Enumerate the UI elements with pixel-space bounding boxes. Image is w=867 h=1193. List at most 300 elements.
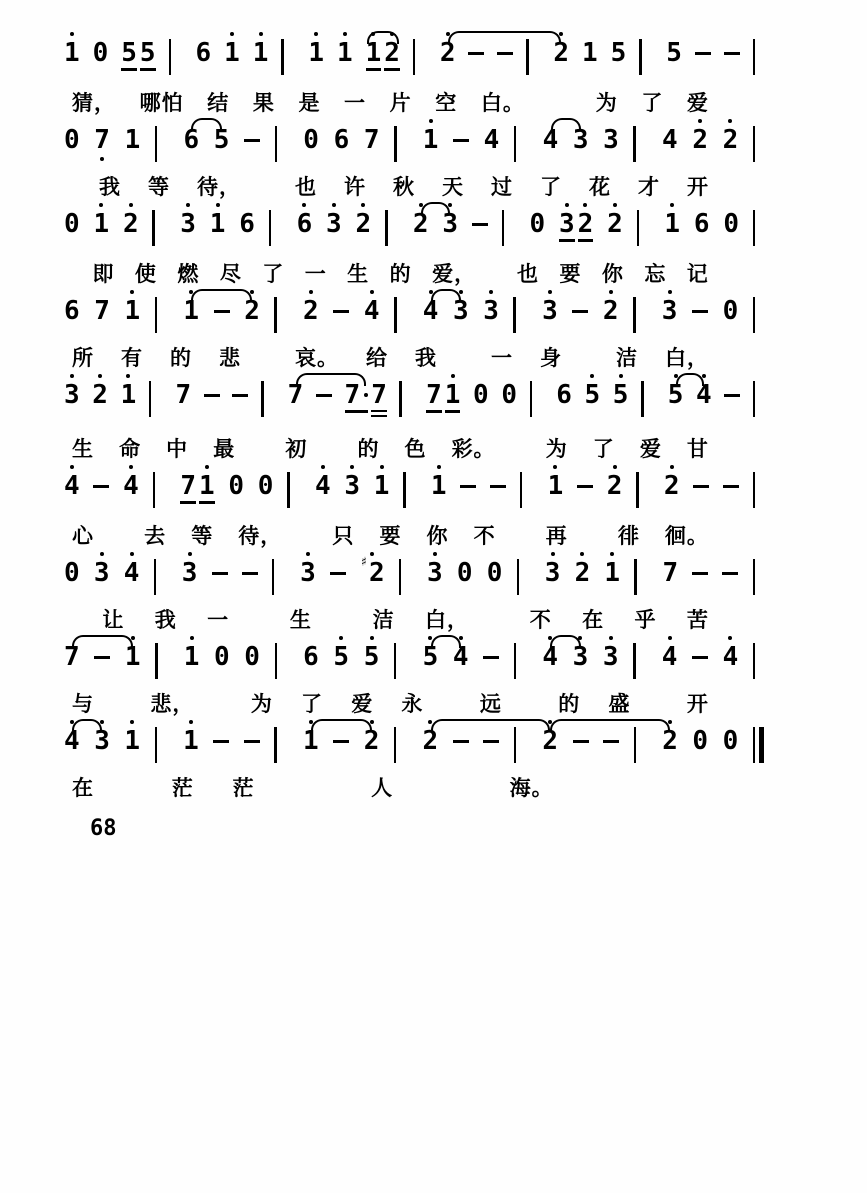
octave-dot-high <box>216 203 220 207</box>
note-digit: 2 <box>607 209 623 239</box>
note <box>662 634 678 680</box>
slur-arc <box>431 289 461 302</box>
octave-dot-high <box>189 720 193 724</box>
barline <box>514 634 528 680</box>
octave-dot-high <box>306 552 310 556</box>
octave-dot-low <box>100 157 104 161</box>
octave-dot-slot <box>100 550 104 558</box>
lyrics-row <box>64 250 767 288</box>
note <box>180 463 196 512</box>
lyric-syllable: 悲， <box>150 692 195 716</box>
note <box>121 30 137 79</box>
note <box>94 550 110 596</box>
note-digit: 5 <box>422 642 439 672</box>
lyric-syllable: 人 <box>371 776 394 800</box>
octave-dot-slot <box>429 117 433 125</box>
slur-arc <box>191 118 222 131</box>
notes-row <box>64 372 767 425</box>
octave-dot-slot <box>370 288 374 296</box>
lyric-syllable: 彩。 <box>451 437 496 461</box>
barline <box>633 288 647 334</box>
note <box>694 201 710 247</box>
duration-dash <box>460 485 476 488</box>
octave-dot-high <box>302 203 306 207</box>
barline-stroke <box>274 297 277 333</box>
lyric-syllable: 才 <box>638 175 660 199</box>
octave-dot-slot <box>70 372 74 380</box>
note-digit: 2 <box>303 296 319 326</box>
rest-note <box>214 634 230 680</box>
barline <box>287 463 301 509</box>
note <box>426 372 442 421</box>
barline-stroke-thick <box>759 727 765 763</box>
dash-note <box>453 117 469 163</box>
octave-dot-slot <box>370 550 374 558</box>
notes-inner <box>64 30 767 79</box>
note <box>308 30 324 76</box>
note <box>582 30 598 76</box>
note <box>666 30 682 76</box>
note <box>300 550 316 596</box>
octave-dot-high <box>551 552 555 556</box>
octave-dot-high <box>130 720 134 724</box>
octave-dot-high <box>129 465 133 469</box>
lyric-syllable: 一 <box>304 262 327 286</box>
lyric-syllable: 等 <box>191 524 214 548</box>
octave-dot-high <box>370 636 374 640</box>
augmentation-dot <box>364 393 368 397</box>
note <box>140 30 156 79</box>
octave-dot-high <box>698 119 702 123</box>
note-digit: 6 <box>296 209 313 239</box>
rest-note <box>303 117 319 163</box>
barline <box>637 201 651 247</box>
barline-stroke <box>753 381 756 417</box>
note <box>297 201 313 247</box>
duration-dash <box>724 394 740 397</box>
note-digit: 1 <box>582 38 598 68</box>
note <box>64 30 80 76</box>
barline <box>281 30 295 76</box>
note <box>64 372 80 418</box>
note-digit: 6 <box>239 209 255 239</box>
barline-stroke <box>513 297 516 333</box>
barline <box>633 117 647 163</box>
octave-dot-high <box>130 552 134 556</box>
octave-dot-slot <box>350 463 354 471</box>
lyric-syllable: 去 <box>144 524 167 548</box>
rest-note <box>64 117 80 163</box>
barline-stroke <box>154 559 157 595</box>
barline <box>169 30 183 76</box>
note <box>723 634 739 680</box>
lyric-syllable: 空 <box>435 91 458 115</box>
note <box>224 30 240 76</box>
octave-dot-high <box>548 290 552 294</box>
dash-note <box>232 372 248 418</box>
barline-stroke <box>753 297 756 333</box>
duration-dash <box>214 310 230 313</box>
note-digit: 4 <box>483 125 500 155</box>
note <box>239 201 255 247</box>
note-digit: 4 <box>422 296 439 326</box>
note-digit: 4 <box>722 642 739 672</box>
barline <box>753 30 767 76</box>
octave-dot-slot <box>361 201 365 209</box>
note <box>123 201 139 247</box>
octave-dot-slot <box>98 372 102 380</box>
barline <box>413 30 427 76</box>
note-digit <box>695 38 711 68</box>
lyric-syllable: 只 <box>332 524 355 548</box>
note <box>64 463 80 509</box>
dash-note <box>244 117 260 163</box>
lyric-syllable: 待， <box>238 524 283 548</box>
note-digit: 1 <box>303 726 319 756</box>
lyric-syllable: 是 <box>298 91 321 115</box>
note-digit: 5 <box>213 125 230 155</box>
note-digit: 1 <box>183 726 199 756</box>
note-digit: 2 <box>92 380 108 410</box>
octave-dot-slot <box>551 550 555 558</box>
note-digit: 6 <box>333 125 350 155</box>
note-digit: 4 <box>123 471 139 501</box>
note-digit: 0 <box>501 380 517 410</box>
lyric-syllable: 使 <box>134 262 157 286</box>
note-digit: 1 <box>124 125 141 155</box>
octave-dot-slot <box>230 30 234 38</box>
octave-dot-high <box>670 465 674 469</box>
note <box>578 201 594 250</box>
dash-note <box>330 550 346 596</box>
lyric-syllable: 茫 <box>171 776 194 800</box>
octave-dot-high <box>451 374 455 378</box>
octave-dot-high <box>429 119 433 123</box>
note-digit: 1 <box>373 471 390 501</box>
note <box>125 117 141 163</box>
octave-dot-high <box>448 203 452 207</box>
octave-dot-slot <box>302 201 306 209</box>
lyric-syllable: 要 <box>379 524 402 548</box>
lyric-syllable: 的 <box>558 692 581 716</box>
note <box>93 201 109 247</box>
rest-note <box>529 201 545 247</box>
duration-dash <box>212 572 228 575</box>
note-digit <box>693 471 709 501</box>
notes-row <box>64 30 767 79</box>
duration-dash <box>330 572 346 575</box>
note-digit: 3 <box>64 380 80 410</box>
note-digit: 2 <box>663 471 680 501</box>
note-digit: 2 <box>578 209 594 242</box>
note <box>483 288 499 334</box>
octave-dot-slot <box>216 201 220 209</box>
page-number: 68 <box>90 816 117 841</box>
slur-arc <box>72 635 133 648</box>
barline <box>633 634 647 680</box>
octave-dot-slot <box>380 463 384 471</box>
note-digit: 2 <box>602 296 619 326</box>
lyric-syllable: 白。 <box>480 91 525 115</box>
note-digit <box>244 726 260 756</box>
lyric-syllable: 即 <box>92 262 115 286</box>
lyrics-row <box>64 680 767 718</box>
note-digit: 3 <box>93 558 110 588</box>
barline <box>753 550 767 596</box>
octave-dot-high <box>98 374 102 378</box>
note-digit: 5 <box>363 642 380 672</box>
lyric-syllable: 初 <box>285 437 308 461</box>
note-digit <box>577 471 593 501</box>
note-digit: 1 <box>445 380 461 413</box>
duration-dash <box>93 485 109 488</box>
duration-dash <box>453 139 469 142</box>
octave-dot-slot <box>668 288 672 296</box>
note <box>360 550 384 596</box>
note-digit: 0 <box>64 125 80 155</box>
octave-dot-high <box>130 290 134 294</box>
octave-dot-slot <box>565 201 569 209</box>
note <box>344 463 360 509</box>
note-digit: 2 <box>412 209 429 239</box>
note <box>607 463 623 509</box>
note-digit <box>242 558 258 588</box>
note-digit: 5 <box>584 380 601 410</box>
rest-note <box>457 550 473 596</box>
barline-stroke <box>287 472 290 508</box>
notes-inner <box>64 201 767 250</box>
duration-dash <box>603 740 619 743</box>
lyric-syllable: 忘 <box>644 262 667 286</box>
rest-note <box>244 634 260 680</box>
lyric-syllable: 身 <box>540 346 562 370</box>
barline-stroke <box>394 727 397 763</box>
note-digit <box>333 296 349 326</box>
slur-arc <box>676 373 704 386</box>
note-digit <box>722 558 738 588</box>
lyric-syllable: 燃 <box>177 262 200 286</box>
note <box>180 201 196 247</box>
note <box>123 463 139 509</box>
barline-stroke <box>155 297 158 333</box>
note-digit: 6 <box>183 125 200 155</box>
note-digit: 7 <box>662 558 679 588</box>
lyric-syllable: 猜， <box>72 91 116 115</box>
octave-dot-slot <box>129 201 133 209</box>
barline <box>394 634 408 680</box>
barline-stroke <box>633 643 636 679</box>
note <box>662 288 678 334</box>
note-digit: 3 <box>442 209 458 239</box>
note-digit: 2 <box>722 125 739 155</box>
note-digit: 3 <box>544 558 561 588</box>
octave-dot-high <box>126 374 130 378</box>
slur-arc <box>72 719 102 732</box>
lyric-syllable: 所 <box>72 346 94 370</box>
lyric-syllable: 让 <box>102 608 125 632</box>
slur-arc <box>550 635 581 648</box>
octave-dot-slot <box>321 463 325 471</box>
lyrics-row <box>64 79 767 117</box>
music-system <box>64 634 767 718</box>
octave-dot-high <box>70 374 74 378</box>
note-digit: 0 <box>257 471 274 501</box>
lyric-syllable: 结 <box>207 91 230 115</box>
slur-arc <box>431 635 461 648</box>
octave-dot-slot <box>668 634 672 642</box>
note-digit: 0 <box>473 380 489 410</box>
barline-stroke <box>413 39 416 75</box>
dash-note <box>93 463 109 509</box>
barline <box>520 463 534 509</box>
rest-note <box>473 372 489 418</box>
barline <box>399 550 413 596</box>
music-system <box>64 372 767 463</box>
lyric-syllable: 哀。 <box>295 346 339 370</box>
final-barline <box>753 718 767 764</box>
barline <box>275 634 289 680</box>
lyric-syllable: 过 <box>491 175 513 199</box>
barline <box>641 372 655 418</box>
note-digit: 7 <box>180 471 196 504</box>
note-digit: 0 <box>244 642 260 672</box>
octave-dot-high <box>728 636 732 640</box>
dash-note <box>723 463 739 509</box>
octave-dot-slot <box>309 288 313 296</box>
octave-dot-high <box>370 552 374 556</box>
barline-stroke <box>385 210 388 246</box>
barline-stroke <box>753 126 756 162</box>
octave-dot-slot <box>129 463 133 471</box>
note <box>175 372 191 418</box>
dash-note <box>692 550 708 596</box>
note-digit: 3 <box>542 296 558 326</box>
duration-dash <box>333 740 349 743</box>
lyric-syllable: 了 <box>262 262 285 286</box>
note-digit: 6 <box>195 38 212 68</box>
octave-dot-slot <box>130 550 134 558</box>
octave-dot-high <box>129 203 133 207</box>
octave-dot-high <box>343 32 347 36</box>
note-digit: 1 <box>124 296 141 326</box>
duration-dash <box>723 485 739 488</box>
note-digit: 2 <box>606 471 623 501</box>
lyric-syllable: 我 <box>415 346 437 370</box>
lyric-syllable: 你 <box>426 524 449 548</box>
octave-dot-high <box>361 203 365 207</box>
note-digit: 3 <box>572 125 589 155</box>
lyric-syllable: 洁 <box>372 608 395 632</box>
barline-stroke <box>636 472 639 508</box>
octave-dot-slot <box>548 288 552 296</box>
duration-dash <box>483 740 499 743</box>
duration-dash <box>242 572 258 575</box>
octave-dot-high <box>670 203 674 207</box>
note-digit: 1 <box>183 296 199 326</box>
octave-dot-high <box>70 465 74 469</box>
barline-stroke <box>753 727 756 763</box>
octave-dot-high <box>339 636 343 640</box>
lyric-syllable: 生 <box>289 608 312 632</box>
barline <box>394 288 408 334</box>
octave-dot-slot <box>728 634 732 642</box>
lyric-syllable: 了 <box>592 437 615 461</box>
lyric-syllable: 待， <box>197 175 241 199</box>
lyric-syllable: 海。 <box>509 776 554 800</box>
note-digit: 3 <box>559 209 575 242</box>
notes-row <box>64 550 767 596</box>
octave-dot-high <box>314 32 318 36</box>
note <box>199 463 215 512</box>
barline <box>399 372 413 418</box>
lyric-syllable: 生 <box>72 437 94 461</box>
note <box>662 550 678 596</box>
barline-stroke <box>634 727 637 763</box>
lyric-syllable: 为 <box>595 91 618 115</box>
slur-arc <box>550 719 670 732</box>
dash-note <box>577 463 593 509</box>
note <box>613 372 629 418</box>
dash-note <box>490 463 506 509</box>
note <box>364 117 380 163</box>
note <box>611 30 627 76</box>
barline <box>502 201 516 247</box>
note-digit: 7 <box>371 380 387 417</box>
note-digit: 3 <box>603 125 619 155</box>
note-digit: 0 <box>228 471 245 501</box>
barline <box>155 718 169 764</box>
octave-dot-slot <box>70 463 74 471</box>
note <box>545 550 561 596</box>
lyric-syllable: 爱 <box>351 692 374 716</box>
note-digit: 1 <box>430 471 447 501</box>
barline <box>269 201 283 247</box>
barline <box>753 117 767 163</box>
barline-stroke <box>639 39 642 75</box>
octave-dot-high <box>186 203 190 207</box>
octave-dot-slot <box>583 201 587 209</box>
barline <box>155 634 169 680</box>
barline <box>274 288 288 334</box>
barline-stroke <box>274 727 277 763</box>
note-digit: 0 <box>529 209 546 239</box>
duration-dash <box>483 656 499 659</box>
octave-dot-slot <box>339 634 343 642</box>
notes-row <box>64 288 767 334</box>
rest-note <box>93 30 109 76</box>
notes-inner <box>64 634 767 680</box>
note-digit: 7 <box>94 125 110 155</box>
note-digit <box>472 209 488 239</box>
octave-dot-slot <box>590 372 594 380</box>
note <box>315 463 331 509</box>
note <box>303 634 319 680</box>
barline <box>639 30 653 76</box>
lyric-syllable: 为 <box>545 437 568 461</box>
dash-note <box>692 634 708 680</box>
octave-dot-slot <box>670 463 674 471</box>
dash-note <box>213 718 229 764</box>
octave-dot-high <box>100 552 104 556</box>
barline <box>152 201 166 247</box>
note-digit: 1 <box>124 726 141 756</box>
note-digit: 0 <box>64 209 80 239</box>
lyric-syllable: 许 <box>344 175 366 199</box>
note-digit: ♯ 2 <box>360 555 385 588</box>
lyric-syllable: 徊。 <box>664 524 709 548</box>
barline-stroke <box>155 643 158 679</box>
barline <box>155 288 169 334</box>
